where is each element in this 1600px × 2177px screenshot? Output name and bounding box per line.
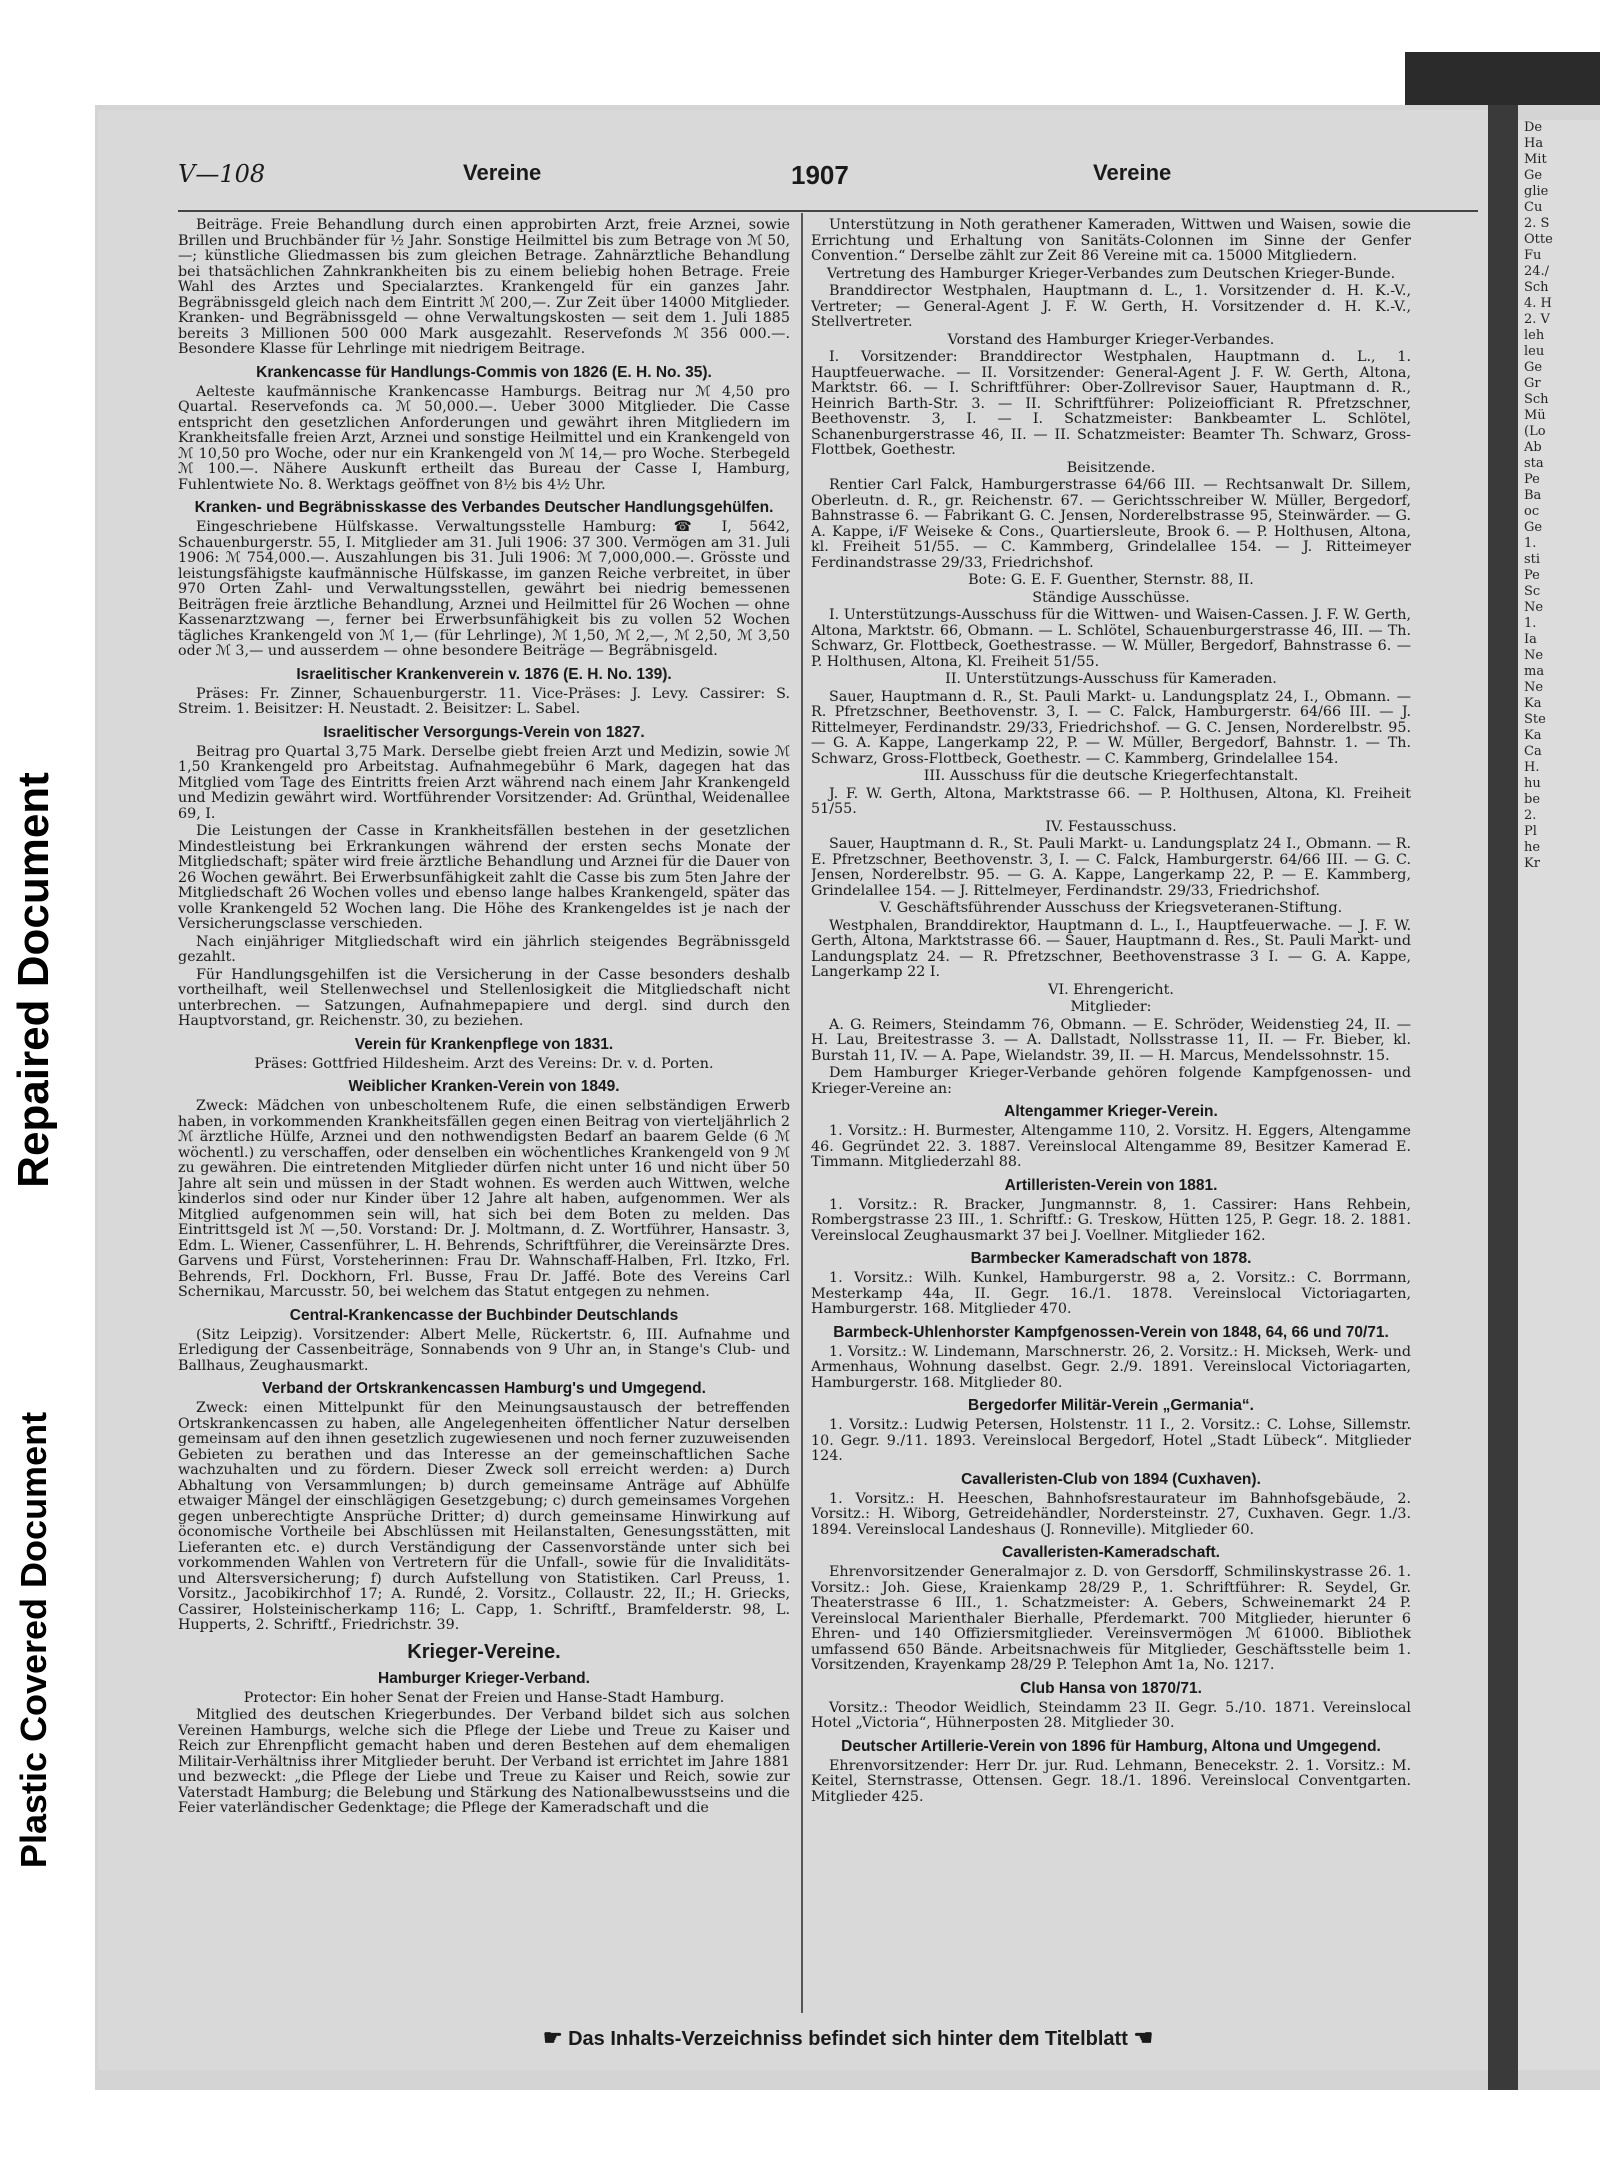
paragraph: 1. Vorsitz.: H. Burmester, Altengamme 110, 2. Vorsitz. H. Eggers, Altengamme 46. Gegründet 22. 3. 1887. Vereinslocal Altengamme 89, Besitzer Kamerad E. Timmann. Mitgliederzahl 88.	[811, 1123, 1411, 1170]
centered-line: II. Unterstützungs-Ausschuss für Kameraden.	[945, 671, 1277, 687]
centered-line: Mitglieder:	[1070, 999, 1152, 1015]
section-heading: Club Hansa von 1870/71.	[1020, 1679, 1202, 1697]
running-title-right: Vereine	[1093, 160, 1172, 185]
section-heading: Altengammer Krieger-Verein.	[1004, 1103, 1218, 1120]
centered-line: III. Ausschuss für die deutsche Kriegerfechtanstalt.	[923, 768, 1299, 784]
next-page-fragment: Ge	[1524, 360, 1543, 375]
next-page-fragment: Pl	[1524, 824, 1537, 839]
next-page-fragment: he	[1524, 840, 1541, 855]
centered-line: Ständige Ausschüsse.	[1032, 589, 1190, 606]
next-page-fragment: Ha	[1524, 136, 1544, 151]
next-page-fragment: Sch	[1524, 392, 1549, 407]
next-page-fragment: 4. H	[1524, 296, 1552, 311]
paragraph: I. Vorsitzender: Branddirector Westphalen, Hauptmann d. L., 1. Hauptfeuerwache. — II. Vorsitzender: General-Agent J. F. W. Gerth, Altona, Marktstr. 66. — I. Schriftführer: Ober-Zollrevisor Sauer, Hauptmann d. R., Heinrich Barth-Str. 3. — II. Schriftführer: Polizeiofficiant R. Pfretzschner, Beethovenstr. 3, I. — I. Schatzmeister: Bankbeamter L. Schlötel, Schanenburgerstrasse 46, II. — II. Schatzmeister: Beamter Th. Schwarz, Gross-Flottbek, Goethestr.	[811, 349, 1411, 458]
next-page-fragment: Mü	[1524, 408, 1546, 423]
paragraph: Die Leistungen der Casse in Krankheitsfällen bestehen in der gesetzlichen Mindestleistung bei Erkrankungen während der ersten sechs Monate der Mitgliedschaft; später wird freie ärztliche Behandlung und Arznei für die Dauer von 26 Wochen gewährt. Bei Erwerbsunfähigkeit zahlt die Casse bis zum 5ten Jahre der Mitgliedschaft 26 Wochen volles und ebenso lange halbes Krankengeld, später das volle Krankengeld 52 Wochen lang. Die Höhe des Krankengeldes ist je nach der Versicherungsclasse verschieden.	[178, 823, 790, 932]
paragraph: Aelteste kaufmännische Krankencasse Hamburgs. Beitrag nur ℳ 4,50 pro Quartal. Reservefonds ca. ℳ 50,000.—. Ueber 3000 Mitglieder. Die Casse entspricht den gesetzlichen Anforderungen und gewährt ihren Mitgliedern im Krankheitsfalle freien Arzt, Arznei und sonstige Heilmittel und ein Krankengeld von ℳ 10,50 pro Woche, oder nur ein Krankengeld von ℳ 14,— pro Woche. Sterbegeld ℳ 100.—. Nähere Auskunft ertheilt das Bureau der Casse I, Hamburg, Fuhlentwiete No. 8. Werktags geöffnet von 8½ bis 4½ Uhr.	[178, 383, 790, 493]
next-page-fragment: Ka	[1524, 696, 1542, 711]
next-page-fragment: Ste	[1524, 712, 1546, 727]
book-gutter	[1488, 105, 1518, 2090]
next-page-fragment: 1.	[1524, 616, 1537, 631]
major-heading: Krieger-Vereine.	[407, 1640, 561, 1663]
next-page-fragment: Ge	[1524, 520, 1543, 535]
next-page-fragment: Otte	[1524, 232, 1553, 247]
next-page-fragment: Pe	[1524, 472, 1540, 487]
paragraph: J. F. W. Gerth, Altona, Marktstrasse 66. — P. Holthusen, Altona, Kl. Freiheit 51/55.	[811, 785, 1411, 817]
next-page-fragment: De	[1524, 120, 1543, 135]
centered-line: Vorstand des Hamburger Krieger-Verbandes.	[947, 331, 1275, 348]
footer-note	[398, 2025, 1298, 2051]
paragraph: Eingeschriebene Hülfskasse. Verwaltungsstelle Hamburg: ☎ I, 5642, Schauenburgerstr. 55, I. Mitglieder am 31. Juli 1906: 37 300. Vermögen am 31. Juli 1906: ℳ 754,000.—. Auszahlungen bis 31. Juli 1906: ℳ 7,000,000.—. Grösste und leistungsfähigste kaufmännische Hülfskasse, im ganzen Reiche verbreitet, in über 970 Orten Zahl- und Verwaltungsstellen, gewährt bei niedrig bemessenen Beiträgen freie ärztliche Behandlung, Arznei und Heilmittel für 26 Wochen — ohne Kassenarztzwang —, ferner bei Erwerbsunfähigkeit bis zu vollen 52 Wochen tägliches Krankengeld von ℳ 1,— (für Lehrlinge), ℳ 1,50, ℳ 2,—, ℳ 2,50, ℳ 3,50 oder ℳ 3,— und ausserdem — ohne besondere Beiträge — Begräbnisgeld.	[178, 519, 790, 659]
next-page-fragment: Kr	[1524, 856, 1540, 871]
running-title-left: Vereine	[463, 160, 542, 185]
section-heading: Israelitischer Krankenverein v. 1876 (E. H. No. 139).	[296, 665, 672, 683]
paragraph: Mitglied des deutschen Kriegerbundes. Der Verband bildet sich aus solchen Vereinen Hamburgs, welche sich die Pflege der Liebe und Treue zu Kaiser und Reich zur Ehrenpflicht gemacht haben und deren Bestehen auf dem ehemaligen Militair-Verhältniss ihrer Mitglieder beruht. Der Verband ist errichtet im Jahre 1881 und bezweckt: „die Pflege der Liebe und Treue zu Kaiser und Reich, sowie zur Vaterstadt Hamburg; die Belebung und Stärkung des Nationalbewusstseins und die Feier vaterländischer Gedenktage; die Pflege der Kameradschaft und die	[178, 1707, 790, 1816]
next-page-fragment: leu	[1524, 344, 1545, 359]
next-page-fragment: 1.	[1524, 536, 1537, 551]
next-page-fragment: Ba	[1524, 488, 1542, 503]
section-heading: Bergedorfer Militär-Verein „Germania“.	[968, 1397, 1254, 1414]
repaired-label-text: Repaired Document	[9, 772, 59, 1188]
section-heading: Verein für Krankenpflege von 1831.	[354, 1035, 614, 1053]
footer-text: Das Inhalts-Verzeichniss befindet sich hinter dem Titelblatt	[568, 2028, 1128, 2050]
next-page-fragment: 24./	[1524, 264, 1550, 279]
section-heading: Barmbeck-Uhlenhorster Kampfgenossen-Verein von 1848, 64, 66 und 70/71.	[833, 1323, 1389, 1341]
next-page-fragment: oc	[1524, 504, 1540, 519]
next-page-fragment: hu	[1524, 776, 1541, 791]
paragraph: 1. Vorsitz.: Ludwig Petersen, Holstenstr. 11 I., 2. Vorsitz.: C. Lohse, Sillemstr. 10. Gegr. 9./11. 1893. Vereinslocal Bergedorf, Hotel „Stadt Lübeck“. Mitglieder 124.	[811, 1417, 1411, 1464]
scanned-page	[98, 110, 1488, 2070]
paragraph: Sauer, Hauptmann d. R., St. Pauli Markt- u. Landungsplatz 24 I., Obmann. — R. E. Pfretzschner, Beethovenstr. 3, I. — C. Falck, Hamburgerstr. 64/66 III. — G. C. Jensen, Norderelbstr. 95. — G. A. Kappe, Langerkamp 22, P. — E. Kammberg, Grindelallee 154. — J. Rittelmeyer, Ferdinandstr. 29/33, Friedrichshof.	[811, 836, 1411, 899]
next-page-fragment: Ne	[1524, 680, 1544, 695]
centered-line: Protector: Ein hoher Senat der Freien und Hanse-Stadt Hamburg.	[243, 1689, 725, 1706]
section-heading: Weiblicher Kranken-Verein von 1849.	[348, 1078, 620, 1095]
section-heading: Deutscher Artillerie-Verein von 1896 für Hamburg, Altona und Umgegend.	[841, 1737, 1381, 1755]
centered-line: Vertretung des Hamburger Krieger-Verbandes zum Deutschen Krieger-Bunde.	[826, 265, 1396, 282]
next-page-fragment: (Lo	[1524, 424, 1546, 439]
next-page-fragment: glie	[1524, 184, 1549, 199]
paragraph: 1. Vorsitz.: R. Bracker, Jungmannstr. 8, 1. Cassirer: Hans Rehbein, Rombergstrasse 23 III., 1. Schriftf.: G. Treskow, Hütten 125, P. Gegr. 18. 2. 1881. Vereinslocal Zeughausmarkt 37 bei J. Voellner. Mitglieder 162.	[811, 1196, 1411, 1244]
paragraph: A. G. Reimers, Steindamm 76, Obmann. — E. Schröder, Weidenstieg 24, II. — H. Lau, Breitestrasse 3. — A. Dallstadt, Nollsstrasse 11, II. — Fr. Bieber, kl. Burstah 11, IV. — A. Pape, Wielandstr. 39, II. — H. Marcus, Mendelssohnstr. 15.	[811, 1016, 1411, 1064]
top-margin	[0, 0, 1600, 52]
next-page-fragment: Ca	[1524, 744, 1542, 759]
paragraph: (Sitz Leipzig). Vorsitzender: Albert Melle, Rückertstr. 6, III. Aufnahme und Erledigung der Cassenbeiträge, Sonnabends von 9 Uhr an, in Stange's Club- und Ballhaus, Zeughausmarkt.	[178, 1326, 790, 1374]
next-page-fragment: be	[1524, 792, 1541, 807]
repaired-document-label	[0, 720, 68, 1240]
year-heading: 1907	[791, 160, 849, 190]
paragraph: Präses: Fr. Zinner, Schauenburgerstr. 11. Vice-Präses: J. Levy. Cassirer: S. Streim. 1. Beisitzer: H. Neustadt. 2. Beisitzer: L. Sabel.	[178, 685, 790, 717]
paragraph: Beiträge. Freie Behandlung durch einen approbirten Arzt, freie Arznei, sowie Brillen und Bruchbänder für ½ Jahr. Sonstige Heilmittel bis zum Betrage von ℳ 50,—; künstliche Gliedmassen bis zum gleichen Betrage. Zahnärztliche Behandlung bei thatsächlichen Zahnkrankheiten bis zu einem beliebig hohen Betrage. Freie Wahl des Arztes und Specialarztes. Krankengeld für ein ganzes Jahr. Begräbnissgeld gleich nach dem Eintritt ℳ 200,—. Zur Zeit über 14000 Mitglieder. Kranken- und Begräbnissgeld — ohne Verwaltungskosten — seit dem 1. Juli 1885 bereits 3 Millionen 500 000 Mark ausgezahlt. Reservefonds ℳ 356 000.—. Besondere Klasse für Lehrlinge mit niedrigem Beitrage.	[178, 218, 790, 357]
next-page-edge	[1518, 120, 1600, 2070]
paragraph: Branddirector Westphalen, Hauptmann d. L., 1. Vorsitzender d. H. K.-V., Vertreter; — General-Agent J. F. W. Gerth, H. Vorsitzender d. H. K.-V., Stellvertreter.	[811, 283, 1411, 330]
centered-line: Bote: G. E. F. Guenther, Sternstr. 88, II.	[968, 572, 1254, 588]
next-page-fragment: Ne	[1524, 648, 1544, 663]
next-page-fragment: Ia	[1524, 632, 1537, 647]
paragraph: Sauer, Hauptmann d. R., St. Pauli Markt- u. Landungsplatz 24, I., Obmann. — R. Pfretzschner, Beethovenstr. 3, I. — C. Falck, Hamburgerstr. 64/66 III. — J. Rittelmeyer, Ferdinandstr. 29/33, Friedrichshof. — G. C. Jensen, Norderelbstr. 95. — G. A. Kappe, Langerkamp 22, P. — W. Müller, Bergedorf, Bahnstr. 1. — Th. Schwarz, Gross-Flottbeck, Goethestr. — C. Kammberg, Grindelallee 154.	[811, 688, 1411, 767]
centered-line: V. Geschäftsführender Ausschuss der Kriegsveteranen-Stiftung.	[879, 900, 1343, 916]
next-page-fragment: Pe	[1524, 568, 1540, 583]
centered-line: Präses: Gottfried Hildesheim. Arzt des Vereins: Dr. v. d. Porten.	[254, 1055, 714, 1072]
page-number: V—108	[178, 160, 266, 188]
section-heading: Kranken- und Begräbnisskasse des Verbandes Deutscher Handlungsgehülfen.	[194, 499, 774, 516]
paragraph: Westphalen, Branddirektor, Hauptmann d. L., I., Hauptfeuerwache. — J. F. W. Gerth, Altona, Marktstrasse 66. — Sauer, Hauptmann d. Res., St. Pauli Markt- und Landungsplatz 24. — R. Pfretzschner, Beethovenstrasse 3 I. — G. A. Kappe, Langerkamp 22 I.	[811, 917, 1411, 980]
next-page-fragment: 2. S	[1524, 216, 1550, 231]
plastic-label-text: Plastic Covered Document	[13, 1411, 55, 1869]
paragraph: Unterstützung in Noth gerathener Kameraden, Wittwen und Waisen, sowie die Errichtung und Erhaltung von Sanitäts-Colonnen im Sinne der Genfer Convention.“ Derselbe zählt zur Zeit 86 Vereine mit ca. 15000 Mitgliedern.	[811, 218, 1411, 264]
next-page-fragment: Gr	[1524, 376, 1541, 391]
section-heading: Israelitischer Versorgungs-Verein von 1827.	[323, 723, 645, 741]
section-heading: Barmbecker Kameradschaft von 1878.	[970, 1250, 1252, 1267]
paragraph: Rentier Carl Falck, Hamburgerstrasse 64/66 III. — Rechtsanwalt Dr. Sillem, Oberleutn. d. R., gr. Reichenstr. 67. — Gerichtsschreiber W. Müller, Bergedorf, Bahnstrasse 6. — Fabrikant G. C. Jensen, Norderelbstrasse 95, Steinwärder. — G. A. Kappe, i/F Weiseke & Cons., Quartiersleute, Brook 6. — P. Holthusen, Altona, kl. Freiheit 51/55. — C. Kammberg, Grindelallee 154. — J. Ritteimeyer Ferdinandstrasse 29/33, Friedrichshof.	[811, 477, 1411, 571]
paragraph: Für Handlungsgehilfen ist die Versicherung in der Casse besonders deshalb vortheilhaft, weil Stellenwechsel und Stellenlosigkeit die Mitgliedschaft nicht unterbrechen. — Satzungen, Aufnahmepapiere und dergl. sind durch den Hauptvorstand, gr. Reichenstr. 30, zu beziehen.	[178, 966, 790, 1029]
column-divider	[801, 213, 803, 2013]
paragraph: I. Unterstützungs-Ausschuss für die Wittwen- und Waisen-Cassen. J. F. W. Gerth, Altona, Marktstr. 66, Obmann. — L. Schlötel, Schauenburgerstrasse 46, III. — Th. Schwarz, Gr. Flottbeck, Goethestrasse. — W. Müller, Bergedorf, Bahnstrasse 6. — P. Holthusen, Altona, Kl. Freiheit 51/55.	[811, 607, 1411, 670]
pointing-hand-right-icon: ☚	[1133, 2025, 1154, 2050]
next-page-fragment: sta	[1524, 456, 1544, 471]
next-page-fragment: leh	[1524, 328, 1545, 343]
next-page-fragment: Ge	[1524, 168, 1543, 183]
section-heading: Artilleristen-Verein von 1881.	[1004, 1176, 1218, 1194]
left-column	[178, 218, 790, 2018]
next-page-fragment: Sch	[1524, 280, 1549, 295]
section-heading: Cavalleristen-Club von 1894 (Cuxhaven).	[961, 1470, 1261, 1488]
next-page-fragment: 2.	[1524, 808, 1537, 823]
next-page-fragment: Ab	[1524, 440, 1542, 455]
next-page-fragment: sti	[1524, 552, 1541, 567]
right-column	[811, 218, 1411, 2018]
paragraph: Zweck: einen Mittelpunkt für den Meinungsaustausch der betreffenden Ortskrankencassen zu haben, alle Angelegenheiten öffentlicher Natur derselben gemeinsam auf den ihnen gesetzlich zugewiesenen und noch ferner zuzuweisenden Gebieten zu berathen und das Interesse an der gemeinschaftlichen Sache wachzuhalten und zu fördern. Dieser Zweck soll erreicht werden: a) Durch Abhaltung von Versammlungen; b) durch gemeinsame Anträge auf Abhülfe etwaiger Mängel der einschlägigen Gesetzgebung; c) durch gemeinsames Vorgehen gegen unberechtigte Ansprüche Dritter; d) durch gemeinsame Hinwirkung auf öconomische Vortheile bei Abschlüssen mit Heilanstalten, Genesungsstätten, mit Lieferanten etc. e) durch Verständigung der Cassenvorstände unter sich bei vorkommenden Wahlen von Vertretern für die Unfall-, sowie für die Invaliditäts- und Altersversicherung; f) durch Aufstellung von Statistiken. Carl Preuss, 1. Vorsitz., Jacobikirchhof 17; A. Rundé, 2. Vorsitz., Collaustr. 22, II.; H. Griecks, Cassirer, Holsteinischerkamp 116; L. Capp, 1. Schriftf., Bramfelderstr. 98, L. Hupperts, 2. Schriftf., Friedrichstr. 39.	[178, 1400, 790, 1633]
centered-line: Beisitzende.	[1066, 459, 1156, 476]
centered-line: IV. Festausschuss.	[1045, 818, 1177, 835]
next-page-fragment: Ne	[1524, 600, 1544, 615]
plastic-covered-label	[0, 1360, 68, 1920]
page-header	[98, 160, 1488, 200]
paragraph: Zweck: Mädchen von unbescholtenem Rufe, die einen selbständigen Erwerb haben, in vorkommenden Krankheitsfällen gegen einen Beitrag von vierteljährlich 2 ℳ ärztliche Hülfe, Arznei und den nothwendigsten Bedarf an baarem Gelde (6 ℳ wöchentl.) zu verschaffen, oder denselben ein wöchentliches Krankengeld von 9 ℳ zu gewähren. Die eintretenden Mitglieder dürfen nicht unter 16 und nicht über 50 Jahre alt sein und müssen in der Stadt wohnen. Es werden auch Wittwen, welche kinderlos sind oder nur Kinder über 12 Jahre alt haben, aufgenommen. Wer als Mitglied aufgenommen sein will, hat sich bei dem Boten zu melden. Das Eintrittsgeld ist ℳ —,50. Vorstand: Dr. J. Moltmann, d. Z. Wortführer, Hansastr. 3, Edm. L. Wiener, Cassenführer, L. H. Behrends, Schriftführer, die Vereinsärzte Dres. Garvens und Fürst, Vorsteherinnen: Frau Dr. Wahnschaff-Halben, Frl. Itzko, Frl. Behrends, Frl. Dockhorn, Frl. Busse, Frau Dr. Jaffé. Bote des Vereins Carl Schernikau, Marcusstr. 50, bei welchem das Statut entgegen zu nehmen.	[178, 1098, 790, 1300]
centered-line: VI. Ehrengericht.	[1048, 981, 1174, 998]
next-page-fragment: Fu	[1524, 248, 1542, 263]
header-rule	[178, 210, 1478, 212]
paragraph: 1. Vorsitz.: Wilh. Kunkel, Hamburgerstr. 98 a, 2. Vorsitz.: C. Borrmann, Mesterkamp 44a, II. Gegr. 16./1. 1878. Vereinslocal Victoriagarten, Hamburgerstr. 168. Mitglieder 470.	[811, 1270, 1411, 1317]
pointing-hand-left-icon: ☛	[542, 2025, 563, 2050]
paragraph: Vorsitz.: Theodor Weidlich, Steindamm 23 II. Gegr. 5./10. 1871. Vereinslocal Hotel „Victoria“, Hühnerposten 28. Mitglieder 30.	[811, 1699, 1411, 1731]
paragraph: Dem Hamburger Krieger-Verbande gehören folgende Kampfgenossen- und Krieger-Vereine an:	[811, 1065, 1411, 1097]
next-page-fragment: Sc	[1524, 584, 1541, 599]
section-heading: Krankencasse für Handlungs-Commis von 1826 (E. H. No. 35).	[256, 363, 712, 381]
next-page-fragment: Cu	[1524, 200, 1543, 215]
next-page-fragment: Mit	[1524, 152, 1547, 167]
section-heading: Cavalleristen-Kameradschaft.	[1002, 1544, 1220, 1561]
paragraph: Ehrenvorsitzender Generalmajor z. D. von Gersdorff, Schmilinskystrasse 26. 1. Vorsitz.: Joh. Giese, Kraienkamp 28/29 P., 1. Schriftführer: R. Seydel, Gr. Theaterstrasse 6 III., 1. Schatzmeister: A. Gebers, Schweinemarkt 24 P. Vereinslocal Marienthaler Bierhalle, Pferdemarkt. 700 Mitglieder, hierunter 6 Ehren- und 140 Offiziersmitglieder. Vereinsvermögen ℳ 61000. Bibliothek umfassend 650 Bände. Arbeitsnachweis für Mitglieder, Geschäftsstelle beim 1. Vorsitzenden, Krayenkamp 28/29 P. Telephon Amt 1a, No. 1217.	[811, 1564, 1411, 1673]
paragraph: Nach einjähriger Mitgliedschaft wird ein jährlich steigendes Begräbnissgeld gezahlt.	[178, 933, 790, 965]
next-page-fragment: Ka	[1524, 728, 1542, 743]
next-page-fragment: 2. V	[1524, 312, 1550, 327]
section-heading: Hamburger Krieger-Verband.	[378, 1669, 590, 1687]
section-heading: Verband der Ortskrankencassen Hamburg's und Umgegend.	[262, 1380, 706, 1397]
next-page-fragment: H.	[1524, 760, 1540, 775]
paragraph: Ehrenvorsitzender: Herr Dr. jur. Rud. Lehmann, Benecekstr. 2. 1. Vorsitz.: M. Keitel, Sternstrasse, Ottensen. Gegr. 18./1. 1896. Vereinslocal Conventgarten. Mitglieder 425.	[811, 1757, 1411, 1805]
section-heading: Central-Krankencasse der Buchbinder Deutschlands	[289, 1306, 679, 1324]
paragraph: 1. Vorsitz.: H. Heeschen, Bahnhofsrestaurateur im Bahnhofsgebäude, 2. Vorsitz.: H. Wiborg, Getreidehändler, Nordersteinstr. 27, Cuxhaven. Gegr. 1./3. 1894. Vereinslocal Landeshaus (J. Ronneville). Mitglieder 60.	[811, 1490, 1411, 1538]
next-page-fragment: ma	[1524, 664, 1545, 679]
paragraph: 1. Vorsitz.: W. Lindemann, Marschnerstr. 26, 2. Vorsitz.: H. Mickseh, Werk- und Armenhaus, Wohnung daselbst. Gegr. 2./9. 1891. Vereinslocal Victoriagarten, Hamburgerstr. 168. Mitglieder 80.	[811, 1343, 1411, 1391]
paragraph: Beitrag pro Quartal 3,75 Mark. Derselbe giebt freien Arzt und Medizin, sowie ℳ 1,50 Krankengeld pro Arbeitstag. Aufnahmegebühr 6 Mark, dagegen hat das Mitglied vom Tage des Eintritts freien Arzt während nach einem Jahr Krankengeld und Medizin gewährt wird. Wortführender Vorsitzender: Ad. Grünthal, Weidenallee 69, I.	[178, 743, 790, 822]
